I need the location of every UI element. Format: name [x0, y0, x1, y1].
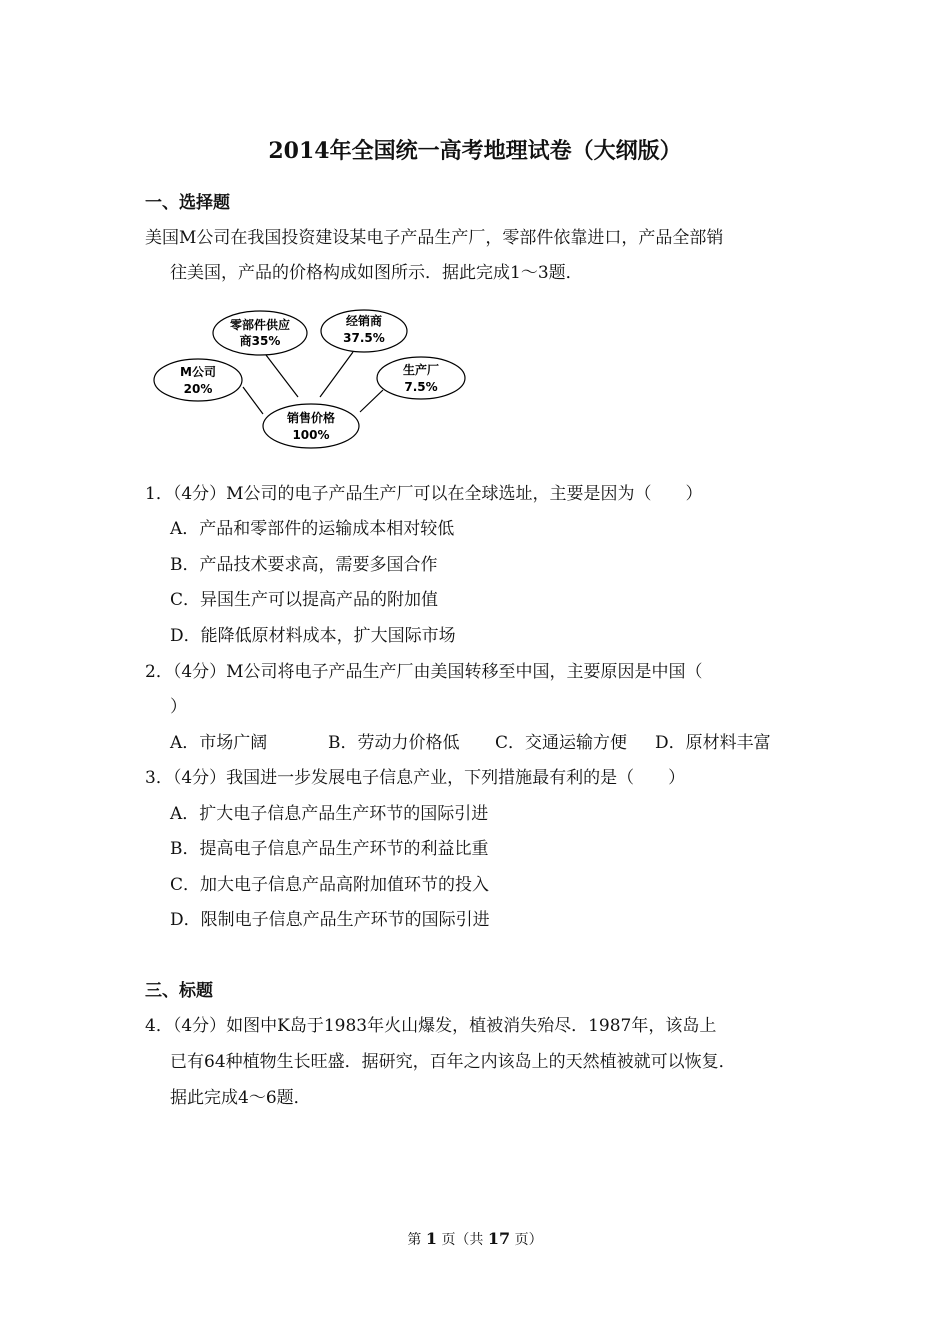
question-3-option-c: C．加大电子信息产品高附加值环节的投入	[170, 875, 490, 895]
footer-prefix: 第	[407, 1232, 422, 1248]
intro-line-1: 美国M公司在我国投资建设某电子产品生产厂，零部件依靠进口，产品全部销	[145, 228, 724, 248]
factory-value: 7.5%	[404, 380, 438, 394]
intro-line-2: 往美国，产品的价格构成如图所示．据此完成1～3题．	[170, 263, 583, 283]
question-1-stem: 1．（4分）M公司的电子产品生产厂可以在全球选址，主要是因为（ ）	[145, 484, 703, 504]
distributor-name: 经销商	[345, 314, 383, 328]
question-1-option-b: B．产品技术要求高，需要多国合作	[170, 555, 438, 575]
question-4-line-1: 4．（4分）如图中K岛于1983年火山爆发，植被消失殆尽．1987年，该岛上	[145, 1016, 717, 1036]
company-name: M公司	[180, 365, 216, 379]
question-1-option-c: C．异国生产可以提高产品的附加值	[170, 590, 439, 610]
footer-middle: 页（共	[441, 1232, 484, 1248]
question-3-stem: 3．（4分）我国进一步发展电子信息产业，下列措施最有利的是（ ）	[145, 768, 686, 788]
question-3-option-d: D．限制电子信息产品生产环节的国际引进	[170, 910, 490, 930]
company-value: 20%	[183, 382, 213, 396]
page-title: 2014年全国统一高考地理试卷（大纲版）	[268, 138, 682, 164]
question-3-option-a: A．扩大电子信息产品生产环节的国际引进	[170, 804, 489, 824]
question-2-option-c: C．交通运输方便	[495, 733, 628, 753]
page-footer	[0, 1229, 950, 1249]
price-composition-diagram	[148, 300, 478, 455]
question-4-line-2: 已有64种植物生长旺盛．据研究，百年之内该岛上的天然植被就可以恢复．	[170, 1052, 736, 1072]
question-2-stem-line-2: ）	[170, 697, 187, 717]
question-3-option-b: B．提高电子信息产品生产环节的利益比重	[170, 839, 489, 859]
footer-suffix: 页）	[514, 1232, 543, 1248]
question-4-line-3: 据此完成4～6题．	[170, 1088, 311, 1108]
suppliers-name: 零部件供应	[229, 318, 291, 332]
section-heading-title: 三、标题	[145, 981, 213, 1001]
question-1-option-a: A．产品和零部件的运输成本相对较低	[170, 519, 455, 539]
distributor-value: 37.5%	[343, 331, 385, 345]
price-name: 销售价格	[286, 411, 336, 425]
question-2-stem-line-1: 2．（4分）M公司将电子产品生产厂由美国转移至中国，主要原因是中国（	[145, 662, 703, 682]
section-heading-choice: 一、选择题	[145, 193, 230, 213]
footer-total-pages: 17	[487, 1229, 511, 1248]
question-2-option-b: B．劳动力价格低	[328, 733, 460, 753]
question-2-option-a: A．市场广阔	[170, 733, 268, 753]
suppliers-value: 商35%	[239, 334, 281, 348]
factory-name: 生产厂	[402, 363, 440, 377]
price-value: 100%	[292, 428, 330, 442]
question-2-option-d: D．原材料丰富	[655, 733, 771, 753]
question-1-option-d: D．能降低原材料成本，扩大国际市场	[170, 626, 456, 646]
footer-page-number: 1	[425, 1229, 437, 1248]
